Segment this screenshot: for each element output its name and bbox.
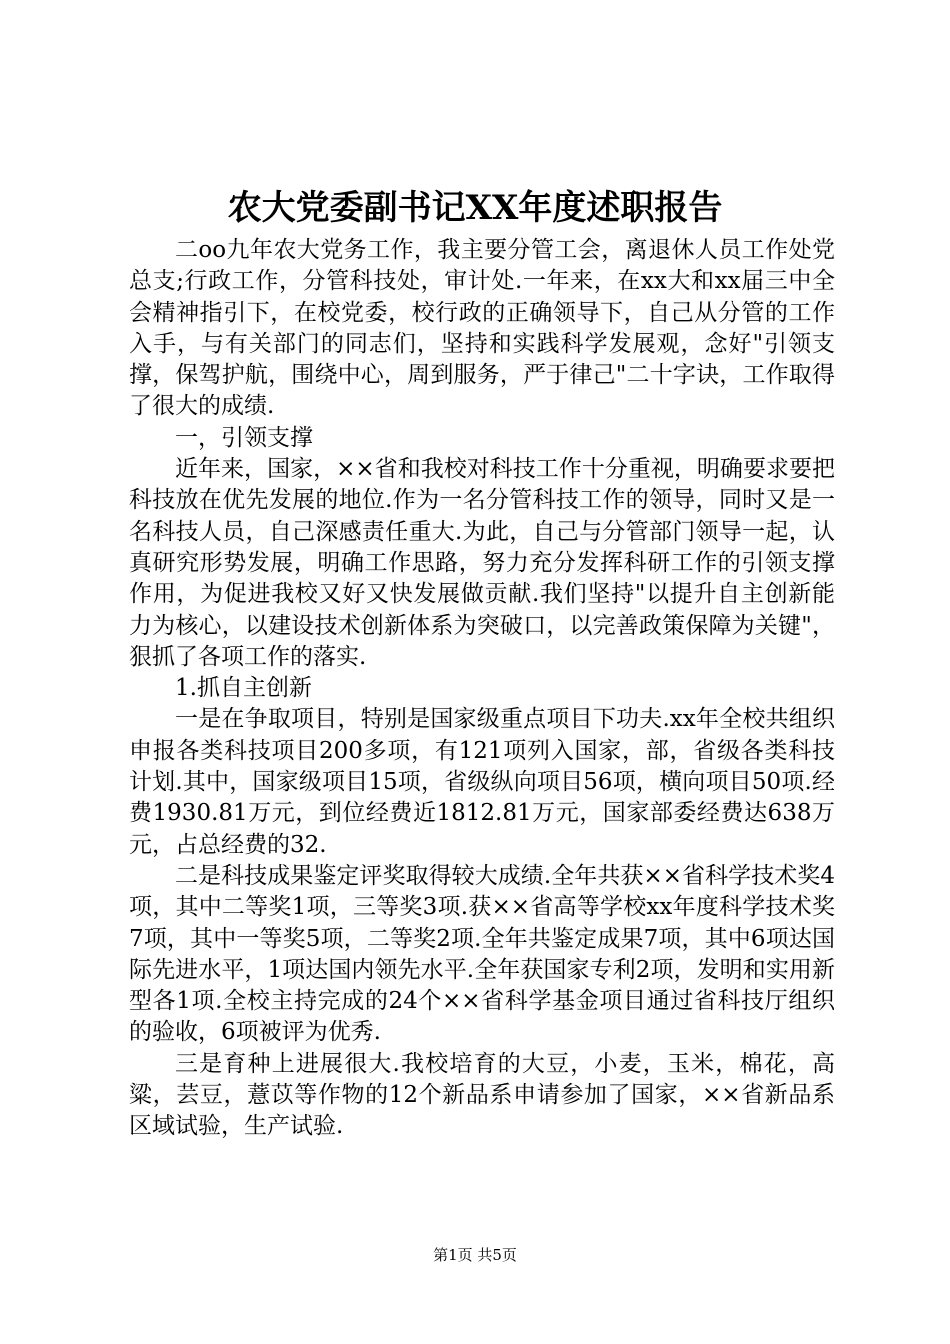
subsection-heading-1: 1.抓自主创新 bbox=[175, 675, 312, 702]
paragraph-section-1: 近年来，国家，××省和我校对科技工作十分重视，明确要求要把科技放在优先发展的地位.作为一名分管科技工作的领导，同时又是一名科技人员，自己深感责任重大.为此，自己与分管部门领导一起，认真研究形势发展，明确工作思路，努力充分发挥科研工作的引领支撑作用，为促进我校又好又快发展做贡献.我们坚持"以提升自主创新能力为核心，以建设技术创新体系为突破口，以完善政策保障为关键"，狠抓了各项工作的落实. bbox=[129, 456, 835, 670]
document-body bbox=[129, 235, 835, 1143]
page-footer: 第1页 共5页 bbox=[433, 1246, 517, 1264]
paragraph-point-2: 二是科技成果鉴定评奖取得较大成绩.全年共获××省科学技术奖4项，其中二等奖1项，三等奖3项.获××省高等学校xx年度科学技术奖7项，其中一等奖5项，二等奖2项.全年共鉴定成果7项，其中6项达国际先进水平，1项达国内领先水平.全年获国家专利2项，发明和实用新型各1项.全校主持完成的24个××省科学基金项目通过省科技厅组织的验收，6项被评为优秀. bbox=[129, 862, 835, 1046]
paragraph-intro: 二oo九年农大党务工作，我主要分管工会，离退休人员工作处党总支;行政工作，分管科技处，审计处.一年来，在xx大和xx届三中全会精神指引下，在校党委，校行政的正确领导下，自己从分管的工作入手，与有关部门的同志们，坚持和实践科学发展观，念好"引领支撑，保驾护航，围绕中心，周到服务，严于律己"二十字诀，工作取得了很大的成绩. bbox=[129, 237, 835, 420]
paragraph-point-1: 一是在争取项目，特别是国家级重点项目下功夫.xx年全校共组织申报各类科技项目200多项，有121项列入国家，部，省级各类科技计划.其中，国家级项目15项，省级纵向项目56项，横向项目50项.经费1930.81万元，到位经费近1812.81万元，国家部委经费达638万元，占总经费的32. bbox=[129, 706, 836, 858]
section-heading-1: 一，引领支撑 bbox=[175, 424, 313, 451]
paragraph-point-3: 三是育种上进展很大.我校培育的大豆，小麦，玉米，棉花，高粱，芸豆，薏苡等作物的12个新品系申请参加了国家，××省新品系区域试验，生产试验. bbox=[129, 1050, 835, 1140]
document-title: 农大党委副书记XX年度述职报告 bbox=[227, 188, 723, 228]
